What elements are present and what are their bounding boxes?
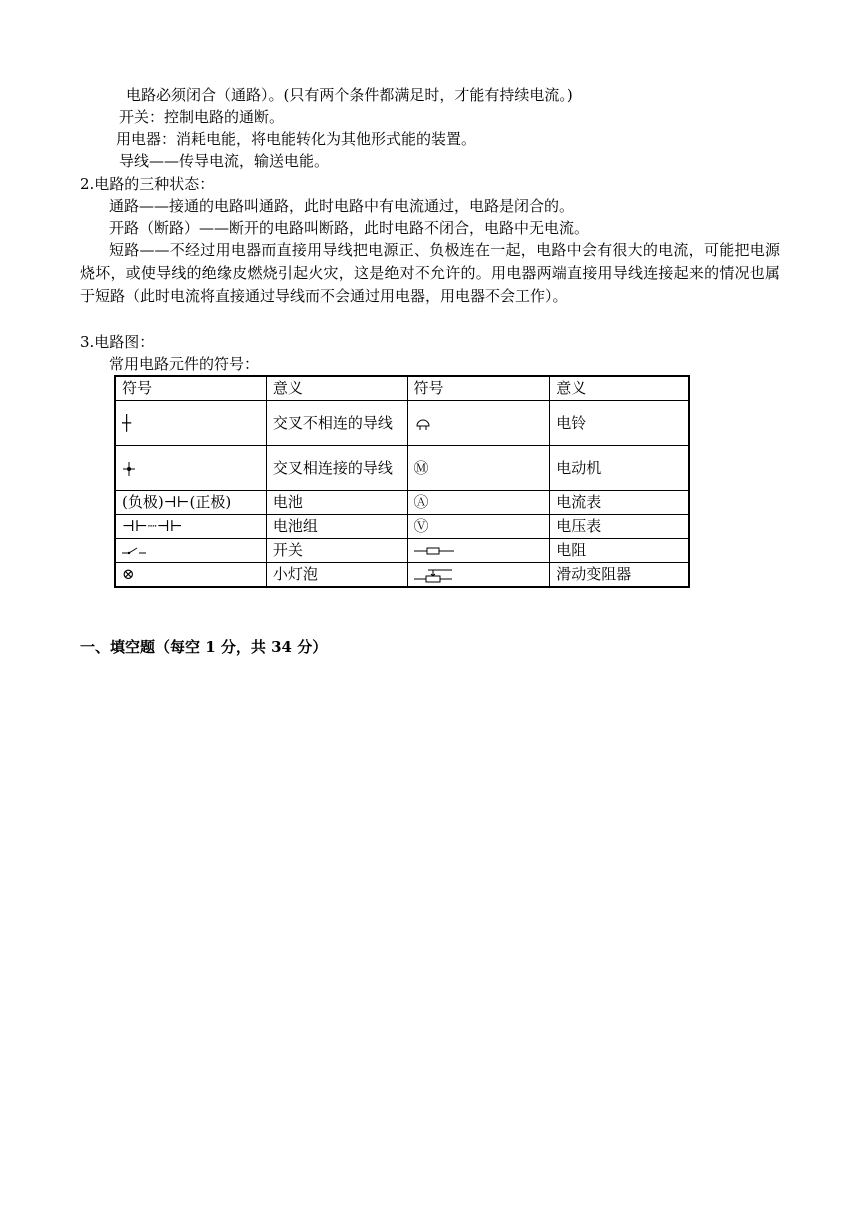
symbol-cell: [115, 539, 266, 563]
crossing-wires-symbol: ┼: [122, 413, 132, 432]
symbol-cell: [407, 539, 550, 563]
symbol-cell: [407, 491, 550, 515]
symbol-cell: [407, 515, 550, 539]
table-row: [115, 446, 689, 491]
intro-line-2: 开关：控制电路的通断。: [119, 108, 285, 126]
header-symbol-1: 符号: [115, 376, 266, 401]
intro-line-4: 导线——传导电流，输送电能。: [119, 152, 330, 170]
battery-symbol: (负极)⊣⊢(正极): [122, 493, 232, 511]
ammeter-symbol: Ⓐ: [413, 493, 429, 511]
table-row: [115, 401, 689, 446]
meaning-cell: 小灯泡: [266, 563, 407, 588]
symbol-cell: [407, 446, 550, 491]
table-row: [115, 539, 689, 563]
bell-icon: [414, 417, 432, 431]
motor-symbol: Ⓜ: [413, 458, 429, 477]
meaning-cell: 电池: [266, 491, 407, 515]
table-row: [115, 563, 689, 588]
meaning-cell: 电阻: [550, 539, 689, 563]
symbol-cell: [407, 401, 550, 446]
section3-heading: 3.电路图：: [80, 333, 155, 351]
junction-icon: [122, 461, 136, 477]
symbol-cell: [115, 401, 266, 446]
rheostat-icon: [414, 567, 454, 583]
meaning-cell: 滑动变阻器: [550, 563, 689, 588]
meaning-cell: 开关: [266, 539, 407, 563]
lamp-symbol: ⊗: [122, 565, 135, 583]
battery-pack-symbol: ⊣⊢┈⊣⊢: [122, 517, 183, 535]
table-row: [115, 491, 689, 515]
meaning-cell: 电动机: [550, 446, 689, 491]
fill-in-blank-section-title: 一、填空题（每空 1 分，共 34 分）: [80, 638, 328, 656]
meaning-cell: 交叉相连接的导线: [266, 446, 407, 491]
header-symbol-2: 符号: [407, 376, 550, 401]
meaning-cell: 电压表: [550, 515, 689, 539]
open-circuit-text: 开路（断路）——断开的电路叫断路，此时电路不闭合，电路中无电流。: [109, 219, 590, 237]
meaning-cell: 交叉不相连的导线: [266, 401, 407, 446]
closed-circuit-text: 通路——接通的电路叫通路，此时电路中有电流通过，电路是闭合的。: [109, 197, 575, 215]
meaning-cell: 电流表: [550, 491, 689, 515]
header-meaning-2: 意义: [550, 376, 689, 401]
resistor-icon: [414, 546, 454, 556]
intro-line-3: 用电器：消耗电能，将电能转化为其他形式能的装置。: [116, 130, 477, 148]
intro-line-1: 电路必须闭合（通路）。(只有两个条件都满足时，才能有持续电流。): [126, 86, 573, 104]
short-circuit-paragraph: 短路——不经过用电器而直接用导线把电源正、负极连在一起，电路中会有很大的电流，可能把电源烧坏，或使导线的绝缘皮燃烧引起火灾，这是绝对不允许的。用电器两端直接用导线连接起来的情况也属于短路（此时电流将直接通过导线而不会通过用电器，用电器不会工作）。: [80, 241, 780, 305]
table-header-row: [115, 376, 689, 401]
header-meaning-1: 意义: [266, 376, 407, 401]
meaning-cell: 电池组: [266, 515, 407, 539]
symbols-subheading: 常用电路元件的符号：: [109, 355, 260, 373]
table-row: [115, 515, 689, 539]
symbol-cell: [115, 491, 266, 515]
symbol-cell: [115, 515, 266, 539]
symbol-cell: [115, 446, 266, 491]
symbol-cell: [115, 563, 266, 588]
switch-icon: [122, 545, 146, 557]
voltmeter-symbol: Ⓥ: [413, 517, 429, 535]
section2-heading: 2.电路的三种状态：: [80, 175, 215, 193]
symbol-cell: [407, 563, 550, 588]
meaning-cell: 电铃: [550, 401, 689, 446]
circuit-symbols-table: [114, 375, 690, 588]
